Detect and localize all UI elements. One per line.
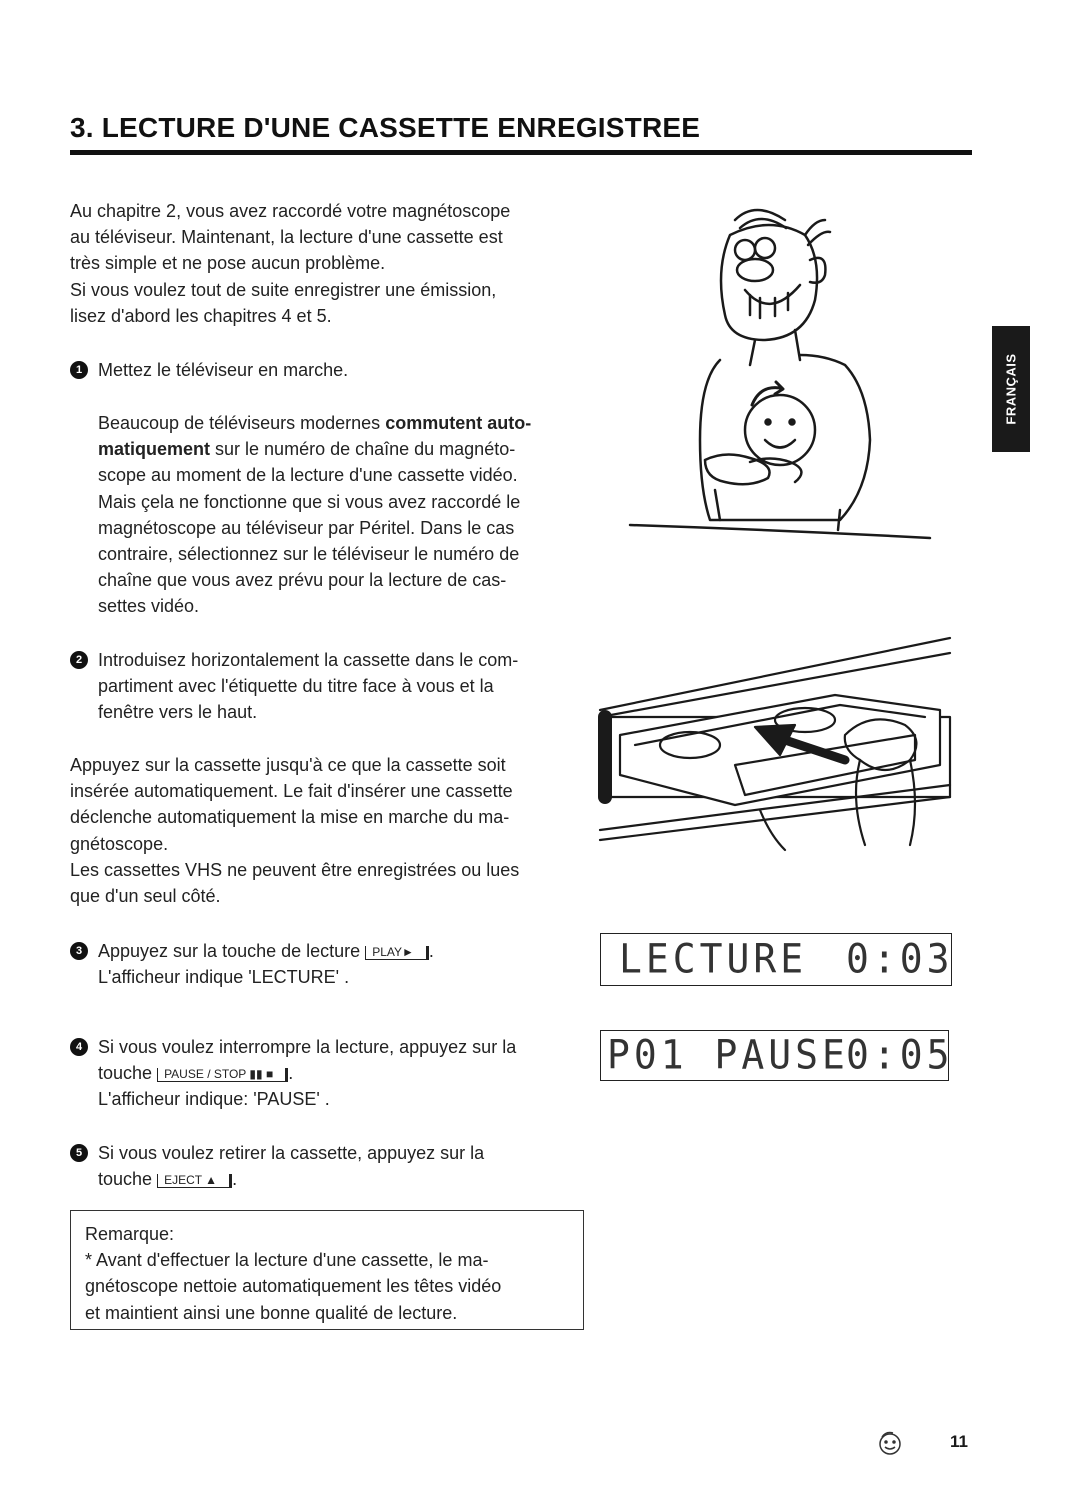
step-2-number: 2	[70, 651, 88, 669]
intro-line: lisez d'abord les chapitres 4 et 5.	[70, 305, 332, 326]
display-pause-left: P01 PAUSE	[607, 1031, 849, 1079]
step-5-touche: touche	[98, 1169, 153, 1189]
note-line: * Avant d'effectuer la lecture d'une cassette, le ma-	[85, 1250, 489, 1271]
title-rule	[70, 150, 972, 155]
pause-stop-button-label: PAUSE / STOP ▮▮ ■	[157, 1068, 288, 1082]
play-button-label: PLAY►	[365, 946, 429, 960]
para-line: insérée automatiquement. Le fait d'insérer une cassette	[70, 781, 513, 802]
detail-line: contraire, sélectionnez sur le téléviseur le numéro de	[98, 544, 520, 565]
note-heading: Remarque:	[85, 1224, 175, 1244]
display-pause	[600, 1030, 954, 1081]
step-1-number: 1	[70, 361, 88, 379]
step-4: 4 Si vous voulez interrompre la lecture, appuyez sur la touche PAUSE / STOP ▮▮ ■ . L'afficheur indique: 'PAUSE' .	[70, 1034, 590, 1112]
intro-line: au téléviseur. Maintenant, la lecture d'une cassette est	[70, 227, 503, 248]
para-line: que d'un seul côté.	[70, 886, 221, 907]
language-tab-label: FRANÇAIS	[1003, 353, 1019, 425]
detail-line: settes vidéo.	[98, 596, 200, 617]
step-4-number: 4	[70, 1038, 88, 1056]
cassette-insertion-illustration	[595, 635, 955, 860]
step-5-number: 5	[70, 1144, 88, 1162]
step-3-text: Appuyez sur la touche de lecture	[98, 941, 361, 961]
step-2	[70, 647, 590, 725]
step-3: 3 Appuyez sur la touche de lecture PLAY► . L'afficheur indique 'LECTURE' .	[70, 938, 590, 990]
step-1	[70, 357, 590, 383]
detail-line: magnétoscope au téléviseur par Péritel. Dans le cas	[98, 517, 515, 538]
intro-line: Si vous voulez tout de suite enregistrer une émission,	[70, 279, 497, 300]
note-line: gnétoscope nettoie automatiquement les têtes vidéo	[85, 1276, 502, 1297]
step-5: 5 Si vous voulez retirer la cassette, appuyez sur la touche EJECT ▲ .	[70, 1140, 590, 1192]
step-2-line: partiment avec l'étiquette du titre face à vous et la	[98, 676, 494, 696]
page-number: 11	[950, 1432, 968, 1451]
step-2-line: fenêtre vers le haut.	[98, 702, 258, 722]
step-4-line3: L'afficheur indique: 'PAUSE' .	[98, 1089, 330, 1109]
note-line: et maintient ainsi une bonne qualité de lecture.	[85, 1302, 458, 1323]
detail-bold: commutent auto-	[385, 413, 532, 433]
step-3-line2: L'afficheur indique 'LECTURE' .	[98, 967, 350, 987]
display-lecture-left: LECTURE	[619, 935, 808, 983]
insert-paragraph	[70, 752, 590, 909]
detail-bold: matiquement	[98, 439, 211, 460]
detail-line: Mais çela ne fonctionne que si vous avez raccordé le	[98, 491, 521, 512]
eject-button-label: EJECT ▲	[157, 1174, 232, 1188]
display-lecture	[600, 933, 952, 986]
step-1-text: Mettez le téléviseur en marche.	[98, 360, 349, 380]
step-5-text: Si vous voulez retirer la cassette, appuyez sur la	[98, 1143, 485, 1163]
display-pause-right: 0:05	[846, 1031, 954, 1079]
intro-line: très simple et ne pose aucun problème.	[70, 253, 386, 274]
step-1-detail	[98, 410, 588, 620]
step-3-number: 3	[70, 942, 88, 960]
para-line: déclenche automatiquement la mise en marche du ma-	[70, 807, 510, 828]
step-4-text: Si vous voulez interrompre la lecture, appuyez sur la	[98, 1037, 517, 1057]
display-lecture-right: 0:03	[846, 935, 954, 983]
para-line: gnétoscope.	[70, 833, 169, 854]
step-2-line: Introduisez horizontalement la cassette dans le com-	[98, 650, 519, 670]
para-line: Les cassettes VHS ne peuvent être enregistrées ou lues	[70, 859, 520, 880]
man-illustration	[600, 190, 940, 550]
intro-paragraph	[70, 198, 590, 329]
language-tab	[992, 326, 1030, 452]
detail-line: chaîne que vous avez prévu pour la lecture de cas-	[98, 570, 507, 591]
step-4-touche: touche	[98, 1063, 153, 1083]
detail-text: sur le numéro de chaîne du magnéto-	[210, 439, 516, 460]
intro-line: Au chapitre 2, vous avez raccordé votre magnétoscope	[70, 201, 511, 221]
note-box	[70, 1210, 584, 1330]
detail-line: scope au moment de la lecture d'une cassette vidéo.	[98, 465, 518, 486]
detail-text: Beaucoup de téléviseurs modernes	[98, 413, 386, 433]
page-title: 3. LECTURE D'UNE CASSETTE ENREGISTREE	[70, 112, 701, 143]
smiley-icon	[876, 1430, 904, 1456]
para-line: Appuyez sur la cassette jusqu'à ce que la cassette soit	[70, 755, 506, 775]
